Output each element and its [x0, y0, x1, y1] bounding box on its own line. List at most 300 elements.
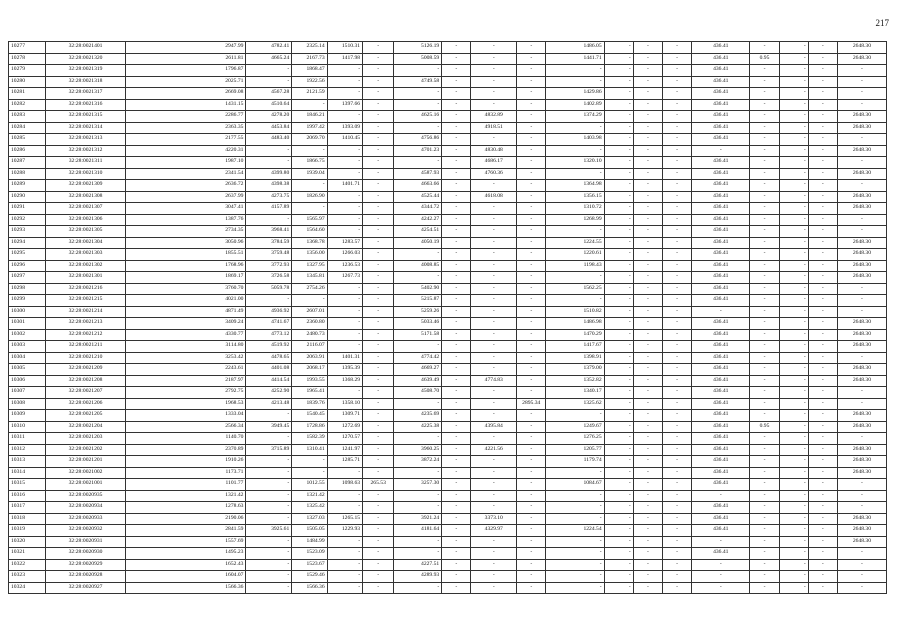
cadastral-number-cell: 32:28:0021215: [46, 295, 125, 307]
value-cell: -: [517, 226, 546, 238]
record-number-cell: 10295: [9, 249, 46, 261]
table-row: [9, 237, 887, 249]
value-cell: 3772.93: [246, 260, 292, 272]
value-cell: -: [517, 410, 546, 422]
value-cell: -: [327, 387, 362, 399]
value-cell: -: [363, 214, 394, 226]
record-number-cell: 10312: [9, 444, 46, 456]
cadastral-number-cell: 32:28:0021305: [46, 226, 125, 238]
value-cell: -: [779, 490, 808, 502]
value-cell: 436.41: [692, 548, 750, 560]
value-cell: -: [517, 513, 546, 525]
value-cell: -: [837, 180, 886, 192]
value-cell: -: [442, 260, 471, 272]
value-cell: -: [779, 467, 808, 479]
value-cell: -: [633, 387, 662, 399]
value-cell: -: [633, 536, 662, 548]
value-cell: 2025.71: [125, 76, 246, 88]
value-cell: -: [363, 467, 394, 479]
value-cell: -: [471, 65, 517, 77]
value-cell: -: [808, 122, 837, 134]
value-cell: 436.41: [692, 249, 750, 261]
record-number-cell: 10305: [9, 364, 46, 376]
value-cell: 1965.41: [292, 387, 327, 399]
value-cell: -: [327, 283, 362, 295]
value-cell: -: [808, 398, 837, 410]
value-cell: 3409.24: [125, 318, 246, 330]
value-cell: -: [442, 582, 471, 594]
value-cell: -: [246, 65, 292, 77]
value-cell: -: [394, 490, 442, 502]
value-cell: 3968.41: [246, 226, 292, 238]
value-cell: -: [517, 571, 546, 583]
value-cell: -: [517, 122, 546, 134]
value-cell: -: [517, 42, 546, 54]
value-cell: -: [363, 456, 394, 468]
value-cell: -: [604, 479, 633, 491]
cadastral-number-cell: 32:28:0021205: [46, 410, 125, 422]
record-number-cell: 10307: [9, 387, 46, 399]
value-cell: -: [246, 433, 292, 445]
value-cell: 1510.31: [327, 42, 362, 54]
value-cell: 2648.30: [837, 249, 886, 261]
value-cell: -: [517, 111, 546, 123]
value-cell: 2611.81: [125, 53, 246, 65]
cadastral-number-cell: 32:28:0021202: [46, 444, 125, 456]
value-cell: -: [808, 410, 837, 422]
value-cell: 2648.30: [837, 341, 886, 353]
value-cell: 0.95: [750, 53, 779, 65]
value-cell: 2187.97: [125, 375, 246, 387]
value-cell: -: [363, 318, 394, 330]
cadastral-number-cell: 32:28:0020930: [46, 548, 125, 560]
value-cell: -: [394, 341, 442, 353]
value-cell: 3047.41: [125, 203, 246, 215]
value-cell: 1565.97: [292, 214, 327, 226]
record-number-cell: 10310: [9, 421, 46, 433]
cadastral-number-cell: 32:28:0021207: [46, 387, 125, 399]
value-cell: 4508.70: [394, 387, 442, 399]
value-cell: -: [808, 444, 837, 456]
value-cell: -: [394, 249, 442, 261]
cadastral-number-cell: 32:28:0020933: [46, 513, 125, 525]
value-cell: -: [604, 122, 633, 134]
value-cell: -: [750, 513, 779, 525]
value-cell: 1495.23: [125, 548, 246, 560]
value-cell: 4254.51: [394, 226, 442, 238]
value-cell: -: [750, 99, 779, 111]
value-cell: 1084.67: [546, 479, 604, 491]
value-cell: -: [779, 582, 808, 594]
cadastral-number-cell: 32:28:0020931: [46, 536, 125, 548]
value-cell: -: [604, 65, 633, 77]
value-cell: -: [292, 456, 327, 468]
value-cell: -: [808, 433, 837, 445]
value-cell: -: [808, 283, 837, 295]
value-cell: -: [394, 467, 442, 479]
value-cell: -: [363, 272, 394, 284]
value-cell: -: [546, 490, 604, 502]
value-cell: -: [471, 364, 517, 376]
value-cell: -: [442, 329, 471, 341]
value-cell: -: [471, 536, 517, 548]
value-cell: -: [363, 168, 394, 180]
value-cell: -: [363, 203, 394, 215]
value-cell: -: [517, 53, 546, 65]
value-cell: -: [662, 502, 691, 514]
value-cell: 2121.59: [292, 88, 327, 100]
value-cell: -: [604, 295, 633, 307]
value-cell: 2566.34: [125, 421, 246, 433]
value-cell: -: [750, 318, 779, 330]
record-number-cell: 10288: [9, 168, 46, 180]
value-cell: -: [442, 88, 471, 100]
value-cell: -: [471, 249, 517, 261]
value-cell: -: [837, 226, 886, 238]
value-cell: 1505.05: [292, 525, 327, 537]
value-cell: 2341.54: [125, 168, 246, 180]
page-number: 217: [875, 18, 889, 28]
value-cell: -: [363, 571, 394, 583]
value-cell: -: [471, 306, 517, 318]
value-cell: -: [517, 479, 546, 491]
table-row: [9, 467, 887, 479]
table-row: [9, 214, 887, 226]
cadastral-number-cell: 32:28:0021312: [46, 145, 125, 157]
value-cell: -: [633, 306, 662, 318]
value-cell: -: [363, 387, 394, 399]
value-cell: -: [327, 88, 362, 100]
value-cell: -: [363, 111, 394, 123]
value-cell: -: [546, 65, 604, 77]
value-cell: -: [662, 306, 691, 318]
value-cell: -: [750, 157, 779, 169]
value-cell: -: [662, 122, 691, 134]
value-cell: -: [246, 145, 292, 157]
value-cell: 3726.58: [246, 272, 292, 284]
value-cell: 1866.75: [292, 157, 327, 169]
value-cell: 2648.30: [837, 145, 886, 157]
value-cell: -: [633, 203, 662, 215]
value-cell: -: [808, 168, 837, 180]
value-cell: -: [363, 260, 394, 272]
value-cell: -: [546, 559, 604, 571]
table-row: [9, 513, 887, 525]
value-cell: -: [633, 479, 662, 491]
value-cell: 5126.19: [394, 42, 442, 54]
value-cell: 4832.89: [471, 111, 517, 123]
value-cell: 1540.45: [292, 410, 327, 422]
value-cell: -: [808, 249, 837, 261]
value-cell: -: [837, 352, 886, 364]
value-cell: 1224.54: [546, 525, 604, 537]
value-cell: -: [633, 502, 662, 514]
value-cell: 1310.72: [546, 203, 604, 215]
value-cell: -: [292, 295, 327, 307]
value-cell: -: [442, 318, 471, 330]
value-cell: 1140.70: [125, 433, 246, 445]
value-cell: -: [779, 203, 808, 215]
value-cell: -: [633, 145, 662, 157]
cadastral-number-cell: 32:28:0021210: [46, 352, 125, 364]
value-cell: 1401.31: [327, 352, 362, 364]
value-cell: -: [442, 145, 471, 157]
table-row: [9, 490, 887, 502]
value-cell: -: [633, 249, 662, 261]
record-number-cell: 10314: [9, 467, 46, 479]
cadastral-number-cell: 32:28:0021310: [46, 168, 125, 180]
value-cell: 436.41: [692, 134, 750, 146]
value-cell: 436.41: [692, 53, 750, 65]
record-number-cell: 10297: [9, 272, 46, 284]
value-cell: 2648.30: [837, 237, 886, 249]
value-cell: 1265.15: [327, 513, 362, 525]
value-cell: 1356.00: [292, 249, 327, 261]
value-cell: 436.41: [692, 203, 750, 215]
value-cell: -: [604, 283, 633, 295]
value-cell: -: [662, 410, 691, 422]
record-number-cell: 10298: [9, 283, 46, 295]
value-cell: -: [837, 157, 886, 169]
cadastral-number-cell: 32:28:0021311: [46, 157, 125, 169]
table-row: [9, 318, 887, 330]
value-cell: -: [442, 111, 471, 123]
table-row: [9, 283, 887, 295]
value-cell: -: [517, 433, 546, 445]
value-cell: -: [471, 433, 517, 445]
value-cell: -: [327, 168, 362, 180]
value-cell: 1283.57: [327, 237, 362, 249]
value-cell: -: [471, 352, 517, 364]
value-cell: -: [363, 444, 394, 456]
value-cell: -: [633, 559, 662, 571]
value-cell: 436.41: [692, 214, 750, 226]
value-cell: -: [363, 76, 394, 88]
value-cell: -: [604, 467, 633, 479]
value-cell: 436.41: [692, 467, 750, 479]
value-cell: -: [662, 88, 691, 100]
value-cell: -: [662, 548, 691, 560]
value-cell: 1397.66: [327, 99, 362, 111]
value-cell: -: [750, 42, 779, 54]
value-cell: -: [604, 490, 633, 502]
value-cell: 1276.25: [546, 433, 604, 445]
value-cell: -: [662, 398, 691, 410]
value-cell: -: [442, 134, 471, 146]
value-cell: -: [517, 99, 546, 111]
value-cell: -: [363, 375, 394, 387]
value-cell: -: [546, 226, 604, 238]
record-number-cell: 10294: [9, 237, 46, 249]
value-cell: 436.41: [692, 226, 750, 238]
value-cell: -: [837, 571, 886, 583]
value-cell: 1310.41: [292, 444, 327, 456]
value-cell: 1486.98: [546, 318, 604, 330]
value-cell: -: [442, 467, 471, 479]
value-cell: 436.41: [692, 88, 750, 100]
value-cell: -: [394, 548, 442, 560]
value-cell: -: [808, 99, 837, 111]
value-cell: -: [779, 76, 808, 88]
value-cell: 2069.70: [292, 134, 327, 146]
table-row: [9, 375, 887, 387]
value-cell: 1327.03: [292, 513, 327, 525]
value-cell: 2648.30: [837, 525, 886, 537]
value-cell: -: [633, 456, 662, 468]
value-cell: -: [517, 88, 546, 100]
value-cell: -: [442, 433, 471, 445]
value-cell: 4625.16: [394, 111, 442, 123]
value-cell: -: [779, 341, 808, 353]
value-cell: -: [750, 65, 779, 77]
value-cell: -: [394, 122, 442, 134]
value-cell: 4749.58: [394, 76, 442, 88]
value-cell: 4225.38: [394, 421, 442, 433]
value-cell: 2190.06: [125, 513, 246, 525]
value-cell: 1198.43: [546, 260, 604, 272]
value-cell: -: [808, 203, 837, 215]
value-cell: 436.41: [692, 352, 750, 364]
value-cell: 1352.82: [546, 375, 604, 387]
value-cell: 1566.36: [292, 582, 327, 594]
value-cell: 1364.98: [546, 180, 604, 192]
value-cell: -: [633, 513, 662, 525]
value-cell: 436.41: [692, 513, 750, 525]
value-cell: -: [779, 318, 808, 330]
value-cell: -: [662, 157, 691, 169]
value-cell: -: [779, 479, 808, 491]
value-cell: -: [442, 214, 471, 226]
value-cell: -: [750, 134, 779, 146]
value-cell: 1345.81: [292, 272, 327, 284]
record-number-cell: 10313: [9, 456, 46, 468]
value-cell: -: [327, 318, 362, 330]
value-cell: -: [779, 295, 808, 307]
value-cell: -: [750, 456, 779, 468]
table-row: [9, 410, 887, 422]
value-cell: -: [246, 582, 292, 594]
record-number-cell: 10289: [9, 180, 46, 192]
value-cell: -: [442, 249, 471, 261]
value-cell: -: [363, 513, 394, 525]
value-cell: -: [750, 571, 779, 583]
value-cell: -: [662, 65, 691, 77]
value-cell: 1333.04: [125, 410, 246, 422]
value-cell: -: [808, 214, 837, 226]
value-cell: -: [633, 134, 662, 146]
value-cell: 4669.27: [394, 364, 442, 376]
value-cell: -: [662, 421, 691, 433]
cadastral-number-cell: 32:28:0020934: [46, 502, 125, 514]
value-cell: 2648.30: [837, 111, 886, 123]
value-cell: -: [246, 536, 292, 548]
record-number-cell: 10283: [9, 111, 46, 123]
value-cell: -: [471, 387, 517, 399]
value-cell: 4401.08: [246, 364, 292, 376]
value-cell: -: [471, 203, 517, 215]
value-cell: 0.95: [750, 421, 779, 433]
value-cell: -: [837, 398, 886, 410]
value-cell: -: [750, 272, 779, 284]
value-cell: 1387.76: [125, 214, 246, 226]
table-row: [9, 111, 887, 123]
value-cell: -: [604, 548, 633, 560]
value-cell: -: [662, 364, 691, 376]
table-row: [9, 341, 887, 353]
value-cell: -: [442, 559, 471, 571]
value-cell: -: [633, 398, 662, 410]
value-cell: 436.41: [692, 387, 750, 399]
record-number-cell: 10301: [9, 318, 46, 330]
value-cell: -: [471, 134, 517, 146]
value-cell: 1266.03: [327, 249, 362, 261]
value-cell: -: [808, 341, 837, 353]
value-cell: -: [363, 502, 394, 514]
value-cell: 1241.97: [327, 444, 362, 456]
value-cell: 1325.62: [546, 398, 604, 410]
value-cell: -: [779, 352, 808, 364]
value-cell: 5033.46: [394, 318, 442, 330]
value-cell: 4483.40: [246, 134, 292, 146]
value-cell: -: [327, 226, 362, 238]
value-cell: 1529.46: [292, 571, 327, 583]
value-cell: -: [517, 375, 546, 387]
value-cell: 5171.58: [394, 329, 442, 341]
value-cell: 1379.00: [546, 364, 604, 376]
value-cell: 1768.96: [125, 260, 246, 272]
value-cell: -: [750, 398, 779, 410]
table-row: [9, 364, 887, 376]
value-cell: -: [394, 582, 442, 594]
cadastral-number-cell: 32:28:0020932: [46, 525, 125, 537]
value-cell: -: [662, 283, 691, 295]
cadastral-number-cell: 32:28:0021303: [46, 249, 125, 261]
value-cell: 2607.01: [292, 306, 327, 318]
value-cell: -: [837, 76, 886, 88]
value-cell: 4618.08: [471, 191, 517, 203]
value-cell: 1224.55: [546, 237, 604, 249]
value-cell: 1566.36: [125, 582, 246, 594]
value-cell: -: [363, 65, 394, 77]
value-cell: 3760.70: [125, 283, 246, 295]
value-cell: -: [808, 306, 837, 318]
value-cell: -: [633, 318, 662, 330]
value-cell: -: [363, 226, 394, 238]
value-cell: -: [604, 214, 633, 226]
value-cell: 2895.34: [517, 398, 546, 410]
value-cell: -: [779, 433, 808, 445]
table-row: [9, 88, 887, 100]
value-cell: -: [517, 249, 546, 261]
value-cell: 4221.56: [471, 444, 517, 456]
value-cell: -: [517, 536, 546, 548]
value-cell: -: [363, 410, 394, 422]
value-cell: 3050.96: [125, 237, 246, 249]
value-cell: -: [327, 191, 362, 203]
value-cell: -: [363, 536, 394, 548]
value-cell: 2068.17: [292, 364, 327, 376]
value-cell: -: [517, 65, 546, 77]
value-cell: -: [471, 99, 517, 111]
value-cell: -: [517, 283, 546, 295]
value-cell: 1484.99: [292, 536, 327, 548]
value-cell: -: [750, 260, 779, 272]
value-cell: -: [692, 145, 750, 157]
value-cell: 436.41: [692, 444, 750, 456]
cadastral-number-cell: 32:28:0021213: [46, 318, 125, 330]
value-cell: -: [604, 180, 633, 192]
value-cell: -: [837, 99, 886, 111]
